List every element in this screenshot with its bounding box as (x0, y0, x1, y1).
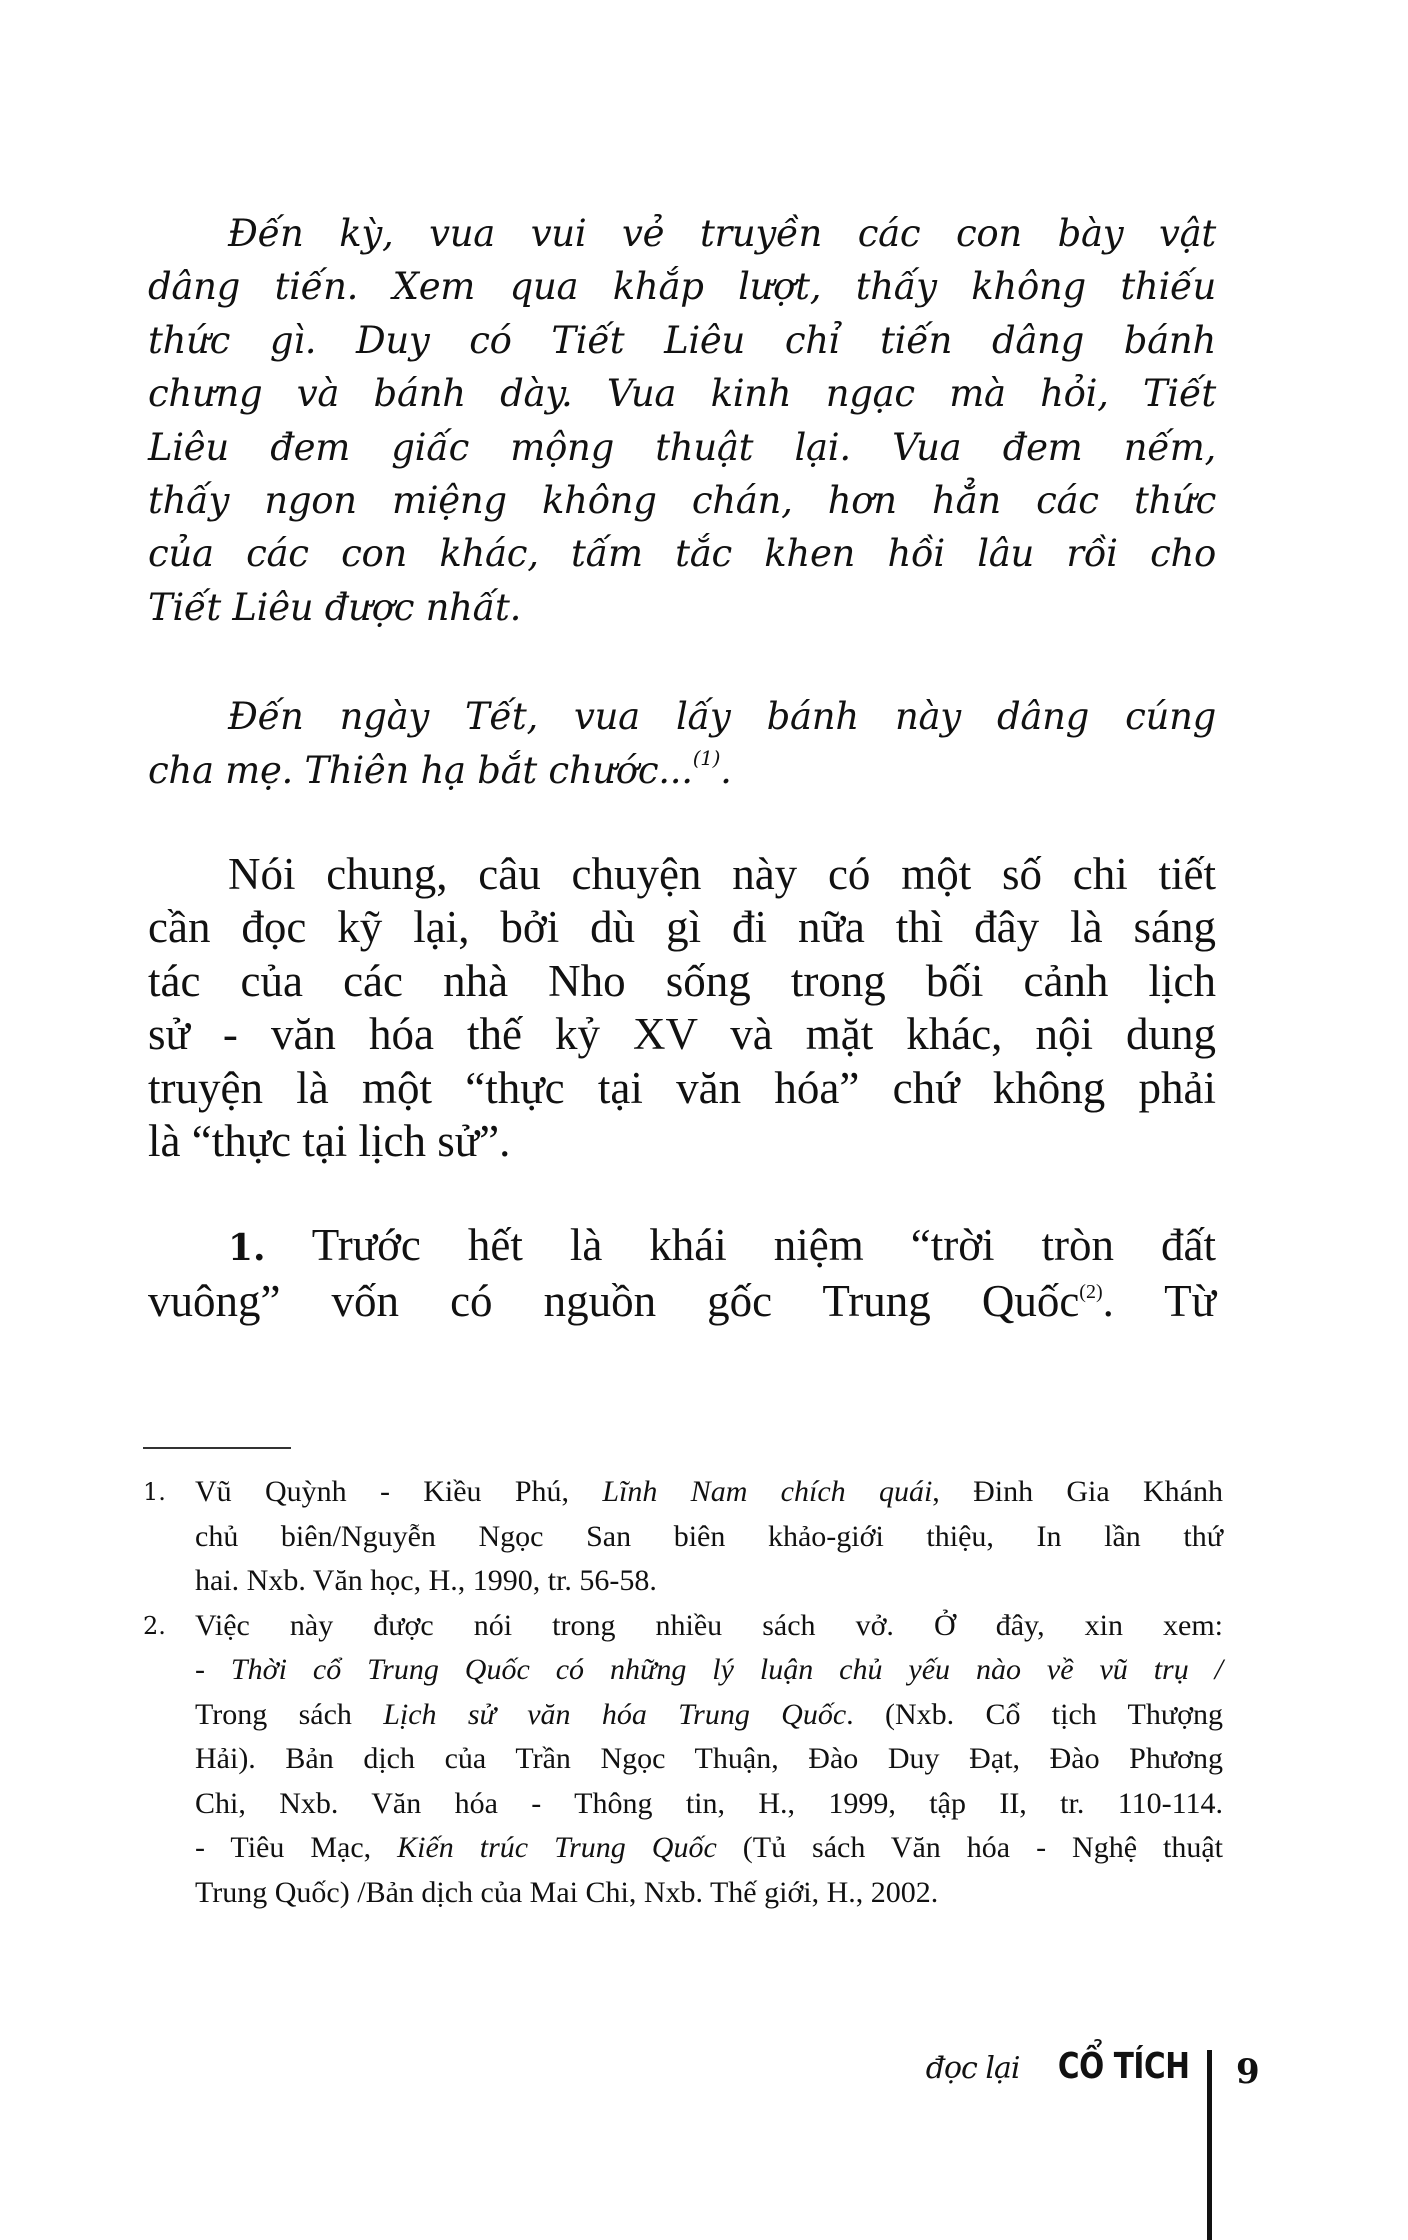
text-fragment: Trong sách (195, 1697, 384, 1731)
text-fragment: . (Nxb. Cổ tịch Thượng (846, 1697, 1223, 1731)
running-title-caps: CỔ TÍCH (1058, 2046, 1190, 2087)
italic-title: - Thời cổ Trung Quốc có những lý luận chủ yếu nào về vũ trụ / (195, 1653, 1223, 1686)
text-line: truyện là một “thực tại văn hóa” chứ không phải (148, 1062, 1216, 1113)
text-line: Đến ngày Tết, vua lấy bánh này dâng cúng (228, 695, 1216, 739)
section-number: 1. (228, 1226, 266, 1269)
italic-title: Lĩnh Nam chích quái (602, 1475, 933, 1508)
footnote-line (195, 1604, 1223, 1649)
text-fragment: (Tủ sách Văn hóa - Nghệ thuật (716, 1831, 1223, 1864)
footnote-ref-1[interactable]: (1) (692, 745, 721, 770)
text-line: Liêu đem giấc mộng thuật lại. Vua đem nếm, (148, 425, 1216, 469)
footnote-ref-2[interactable]: (2) (1079, 1280, 1103, 1303)
text-fragment: Trung Quốc) /Bản dịch của Mai Chi, Nxb. Thế giới, H., 2002. (195, 1875, 939, 1909)
text-line: sử - văn hóa thế kỷ XV và mặt khác, nội dung (148, 1009, 1216, 1060)
footnote-line (195, 1559, 1223, 1604)
footnote-line (195, 1648, 1223, 1693)
text-line (148, 1275, 1216, 1328)
footnote-line (195, 1826, 1223, 1871)
text-fragment: chủ biên/Nguyễn Ngọc San biên khảo-giới thiệu, In lần thứ (195, 1519, 1223, 1553)
italic-title: Lịch sử văn hóa Trung Quốc (383, 1697, 847, 1731)
text-fragment: - Tiêu Mạc, (195, 1831, 398, 1864)
text-line: tác của các nhà Nho sống trong bối cảnh lịch (148, 955, 1216, 1006)
text-line: chưng và bánh dày. Vua kinh ngạc mà hỏi, Tiết (148, 372, 1216, 416)
footnote-line (195, 1782, 1223, 1827)
footnotes (143, 1470, 1223, 1915)
paragraph-point-1 (148, 1219, 1216, 1329)
text-fragment: . Từ (1102, 1275, 1216, 1326)
paragraph-quote-2 (148, 690, 1216, 797)
text-fragment: hai. Nxb. Văn học, H., 1990, tr. 56-58. (195, 1564, 657, 1597)
footnote-separator (143, 1447, 291, 1449)
text-fragment: Vũ Quỳnh - Kiều Phú, (195, 1475, 603, 1508)
footnote-number: 2. (143, 1611, 166, 1640)
footnote-2 (143, 1604, 1223, 1916)
text-fragment: cha mẹ. Thiên hạ bắt chước... (148, 748, 693, 792)
paragraph-quote-1 (148, 207, 1216, 634)
text-fragment: Việc này được nói trong nhiều sách vở. Ở đây, xin xem: (195, 1608, 1223, 1642)
footnote-body (195, 1604, 1223, 1916)
footnote-number: 1. (143, 1478, 166, 1506)
text-fragment: Hải). Bản dịch của Trần Ngọc Thuận, Đào Duy Đạt, Đào Phương (195, 1742, 1223, 1775)
page-number: 9 (1236, 2052, 1260, 2092)
text-line (148, 1219, 1216, 1275)
footnote-line (195, 1515, 1223, 1560)
footnote-1 (143, 1470, 1223, 1604)
footer-vertical-rule (1207, 2050, 1212, 2240)
footnote-line (195, 1693, 1223, 1738)
text-line: Đến kỳ, vua vui vẻ truyền các con bày vật (228, 212, 1216, 255)
text-fragment: vuông” vốn có nguồn gốc Trung Quốc (148, 1275, 1080, 1326)
text-fragment: Chi, Nxb. Văn hóa - Thông tin, H., 1999, tập II, tr. 110-114. (195, 1786, 1223, 1820)
footnote-body (195, 1470, 1223, 1604)
text-fragment: Trước hết là khái niệm “trời tròn đất (311, 1219, 1217, 1270)
text-line: là “thực tại lịch sử”. (148, 1116, 511, 1167)
text-line: của các con khác, tấm tắc khen hồi lâu rồi cho (148, 532, 1216, 576)
text-line: Nói chung, câu chuyện này có một số chi tiết (228, 849, 1216, 900)
footnote-line (195, 1871, 1223, 1916)
text-line: thấy ngon miệng không chán, hơn hẳn các thức (148, 479, 1216, 523)
running-title-script: đọc lại (925, 2051, 1020, 2086)
running-title (926, 2046, 1190, 2087)
text-line: thức gì. Duy có Tiết Liêu chỉ tiến dâng bánh (148, 318, 1216, 362)
text-fragment: , Đinh Gia Khánh (932, 1475, 1223, 1508)
footnote-line (195, 1470, 1223, 1515)
italic-title: Kiến trúc Trung Quốc (397, 1831, 717, 1864)
text-fragment: . (720, 748, 732, 792)
footnote-line (195, 1737, 1223, 1782)
body-text (148, 207, 1216, 1328)
text-line: cần đọc kỹ lại, bởi dù gì đi nữa thì đây là sáng (148, 902, 1216, 953)
text-line: Tiết Liêu được nhất. (148, 585, 522, 629)
paragraph-commentary (148, 848, 1216, 1168)
text-line (148, 744, 1216, 797)
text-line: dâng tiến. Xem qua khắp lượt, thấy không thiếu (148, 265, 1216, 309)
